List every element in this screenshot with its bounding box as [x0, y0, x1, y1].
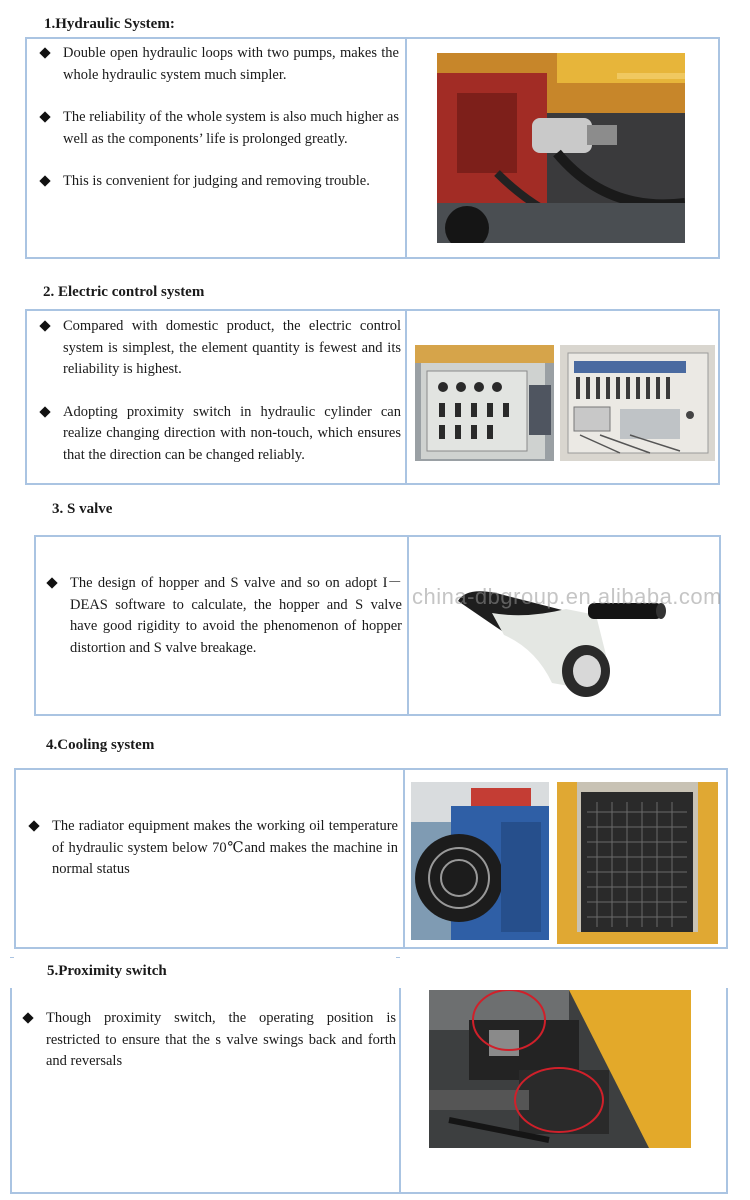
hydraulic-pump-photo — [437, 53, 685, 243]
bullet-item — [37, 402, 401, 467]
bullet-text: Though proximity switch, the operating position is restricted to ensure that the s valve swings back and forth and reversals — [46, 1010, 396, 1069]
section-title-proximity: 5.Proximity switch — [47, 963, 167, 979]
diamond-bullet-icon — [39, 406, 50, 417]
column-divider — [405, 39, 407, 257]
bullet-text: The design of hopper and S valve and so on adopt I－DEAS software to calculate, the hopper and S valve have good rigidity to avoid the phenomenon of hopper distortion and S valve breakage. — [70, 575, 402, 656]
divider-mark — [10, 957, 14, 958]
proximity-switch-photo — [429, 990, 691, 1148]
bullet-text: The radiator equipment makes the working oil temperature of hydraulic system below 70℃and makes the machine in normal status — [52, 818, 398, 877]
column-divider — [399, 988, 401, 1192]
bullet-list — [37, 43, 399, 193]
section-box-hydraulic — [25, 37, 720, 259]
bullet-item — [37, 316, 401, 381]
bullet-item — [20, 1008, 396, 1073]
section-title-s-valve: 3. S valve — [52, 501, 113, 517]
electric-cabinet-photo-right — [560, 345, 715, 461]
bullet-text: Compared with domestic product, the electric control system is simplest, the element quantity is fewest and its reliability is highest. — [63, 318, 401, 377]
column-divider — [403, 770, 405, 947]
section-box-cooling — [14, 768, 728, 949]
divider-mark — [396, 957, 400, 958]
diamond-bullet-icon — [46, 577, 57, 588]
radiator-photo-left — [411, 782, 549, 940]
bullet-item — [37, 171, 399, 193]
bullet-item — [37, 43, 399, 86]
column-divider — [405, 311, 407, 483]
section-box-proximity — [10, 988, 728, 1194]
section-title-electric: 2. Electric control system — [43, 284, 205, 300]
bullet-item — [26, 816, 398, 881]
diamond-bullet-icon — [39, 111, 50, 122]
column-divider — [407, 537, 409, 714]
bullet-text: The reliability of the whole system is also much higher as well as the components’ life is prolonged greatly. — [63, 109, 399, 147]
diamond-bullet-icon — [22, 1012, 33, 1023]
radiator-photo-right — [557, 782, 718, 944]
watermark-text: china-dbgroup.en.alibaba.com — [412, 584, 722, 609]
bullet-list — [44, 573, 402, 659]
diamond-bullet-icon — [28, 820, 39, 831]
bullet-item — [44, 573, 402, 659]
diamond-bullet-icon — [39, 175, 50, 186]
bullet-list — [20, 1008, 396, 1073]
bullet-list — [37, 316, 401, 466]
electric-cabinet-photo-left — [415, 345, 554, 461]
section-box-electric — [25, 309, 720, 485]
section-box-s-valve — [34, 535, 721, 716]
section-title-cooling: 4.Cooling system — [46, 737, 155, 753]
bullet-item — [37, 107, 399, 150]
section-title-hydraulic: 1.Hydraulic System: — [44, 16, 175, 32]
bullet-text: Double open hydraulic loops with two pumps, makes the whole hydraulic system much simpler. — [63, 45, 399, 83]
bullet-list — [26, 816, 398, 881]
diamond-bullet-icon — [39, 47, 50, 58]
bullet-text: This is convenient for judging and removing trouble. — [63, 173, 370, 189]
diamond-bullet-icon — [39, 320, 50, 331]
bullet-text: Adopting proximity switch in hydraulic cylinder can realize changing direction with non-touch, which ensures that the direction can be changed reliably. — [63, 403, 401, 463]
